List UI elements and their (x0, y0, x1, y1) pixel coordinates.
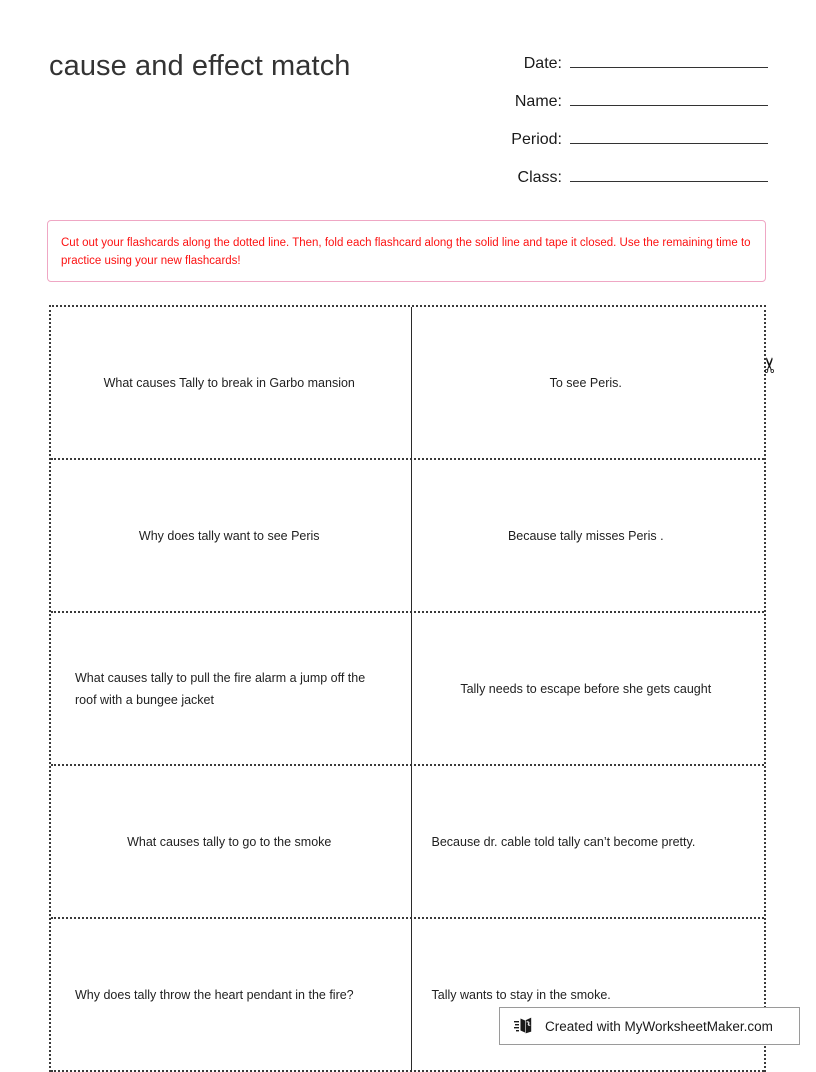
table-row (51, 613, 764, 766)
watermark-text: Created with MyWorksheetMaker.com (545, 1018, 773, 1034)
field-input-name[interactable] (570, 88, 768, 106)
field-label-name: Name: (514, 93, 562, 110)
flashcard-back-text: Because tally misses Peris . (507, 528, 664, 543)
flashcard-front-text: Why does tally want to see Peris (138, 528, 320, 543)
flashcard-front-2 (51, 460, 408, 611)
flashcard-back-5 (408, 919, 765, 1070)
flashcard-back-text: Tally needs to escape before she gets caught (460, 681, 712, 696)
flashcard-front-text: Why does tally throw the heart pendant in the fire? (75, 987, 354, 1002)
instruction-banner (47, 220, 766, 282)
flashcard-back-text: To see Peris. (549, 375, 622, 390)
flashcard-front-5 (51, 919, 408, 1070)
table-row (51, 766, 764, 919)
field-label-class: Class: (517, 169, 562, 186)
field-row-date (468, 50, 768, 88)
field-label-period: Period: (511, 131, 562, 148)
field-input-class[interactable] (570, 164, 768, 182)
flashcard-grid (49, 305, 766, 1072)
flashcard-back-2 (408, 460, 765, 611)
table-row (51, 919, 764, 1072)
flashcard-front-text: What causes Tally to break in Garbo mansion (103, 375, 355, 390)
flashcard-front-text: What causes tally to pull the fire alarm a jump off the roof with a bungee jacket (75, 670, 366, 707)
table-row (51, 307, 764, 460)
flashcard-front-1 (51, 307, 408, 458)
flashcard-back-1 (408, 307, 765, 458)
table-row (51, 460, 764, 613)
field-input-date[interactable] (570, 50, 768, 68)
scissors-icon: ✂ (759, 356, 782, 374)
flashcard-back-text: Because dr. cable told tally can’t become pretty. (431, 834, 696, 849)
instruction-text: Cut out your flashcards along the dotted line. Then, fold each flashcard along the solid line and tape it closed. Use the remaining time to practice using your new flashcards! (61, 237, 751, 267)
flashcard-back-3 (408, 613, 765, 764)
field-input-period[interactable] (570, 126, 768, 144)
flashcard-front-text: What causes tally to go to the smoke (127, 834, 332, 849)
field-row-name (468, 88, 768, 126)
flashcard-front-3 (51, 613, 408, 764)
flashcard-front-4 (51, 766, 408, 917)
watermark-badge (499, 1007, 800, 1045)
field-label-date: Date: (523, 55, 562, 72)
flashcard-back-4 (408, 766, 765, 917)
worksheet-header (0, 0, 816, 210)
page-title: cause and effect match (49, 50, 351, 82)
field-row-period (468, 126, 768, 164)
flying-page-icon (514, 1015, 536, 1037)
flashcard-back-text: Tally wants to stay in the smoke. (431, 987, 611, 1002)
student-info-fields (468, 50, 768, 202)
field-row-class (468, 164, 768, 202)
